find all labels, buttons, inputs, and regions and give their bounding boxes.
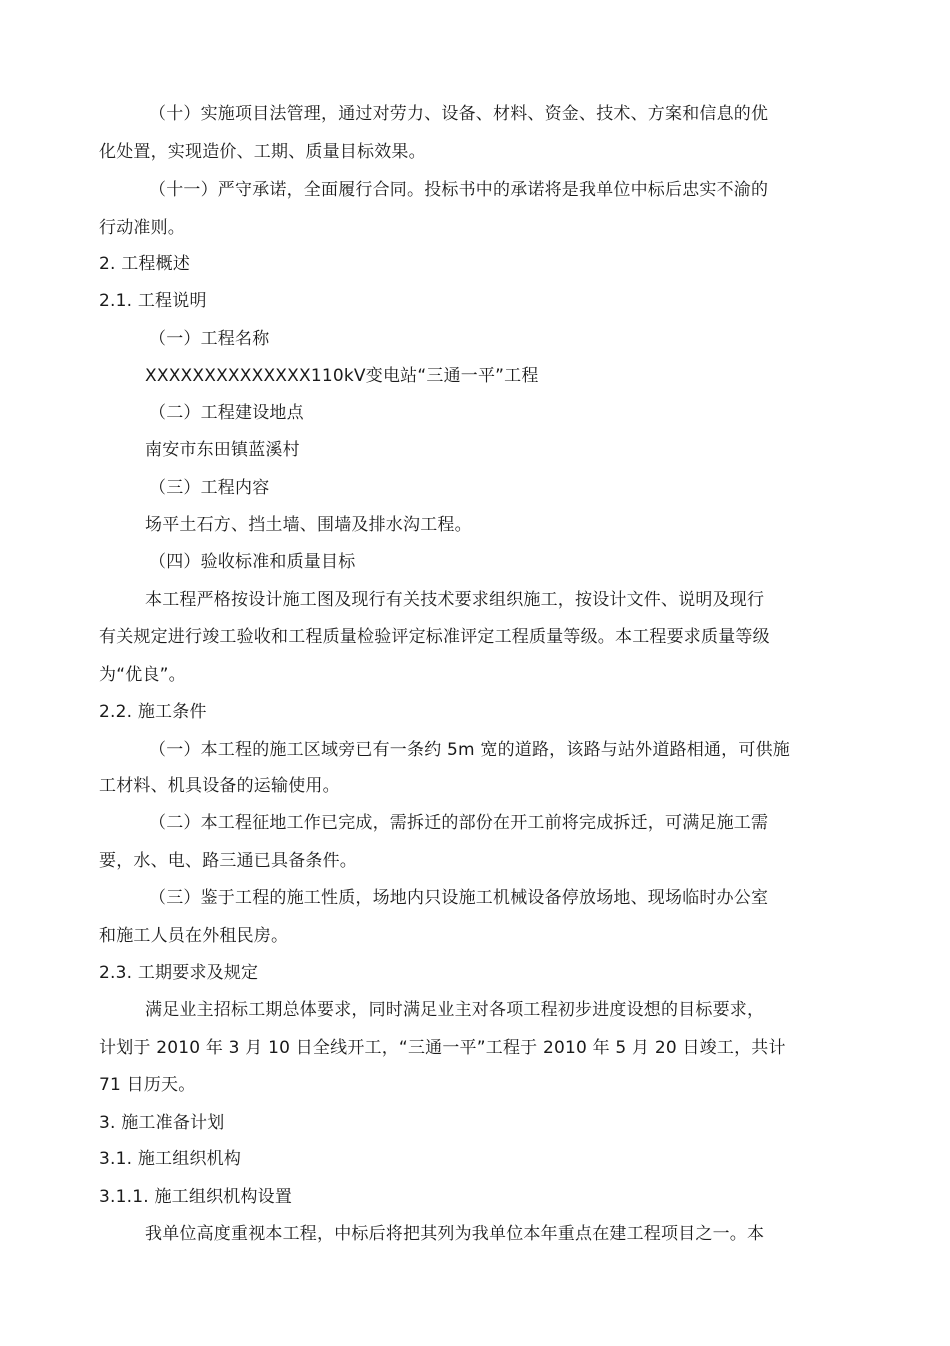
- paragraph-line: （三）鉴于工程的施工性质，场地内只设施工机械设备停放场地、现场临时办公室: [149, 888, 769, 908]
- subsubsection-heading: 3.1.1. 施工组织机构设置: [99, 1187, 293, 1207]
- paragraph-line: 71 日历天。: [99, 1075, 196, 1095]
- paragraph-line: （十）实施项目法管理，通过对劳力、设备、材料、资金、技术、方案和信息的优: [149, 104, 769, 124]
- paragraph-line: 为“优良”。: [99, 665, 186, 685]
- paragraph-line: （二）本工程征地工作已完成，需拆迁的部份在开工前将完成拆迁，可满足施工需: [149, 813, 769, 833]
- paragraph-line: 工材料、机具设备的运输使用。: [99, 776, 340, 796]
- paragraph-line: 化处置，实现造价、工期、质量目标效果。: [99, 142, 426, 162]
- paragraph-line: 我单位高度重视本工程，中标后将把其列为我单位本年重点在建工程项目之一。本: [145, 1224, 765, 1244]
- subsection-heading: 2.2. 施工条件: [99, 702, 207, 722]
- paragraph-line: （十一）严守承诺，全面履行合同。投标书中的承诺将是我单位中标后忠实不渝的: [149, 180, 769, 200]
- paragraph-line: 南安市东田镇蓝溪村: [145, 440, 300, 460]
- paragraph-line: 计划于 2010 年 3 月 10 日全线开工，“三通一平”工程于 2010 年 5 月 20 日竣工，共计: [99, 1038, 786, 1058]
- paragraph-line: 场平土石方、挡土墙、围墙及排水沟工程。: [145, 515, 472, 535]
- subsection-heading: 2.3. 工期要求及规定: [99, 963, 259, 983]
- subsection-heading: 2.1. 工程说明: [99, 291, 207, 311]
- paragraph-line: 满足业主招标工期总体要求，同时满足业主对各项工程初步进度设想的目标要求，: [145, 1000, 765, 1020]
- subsection-heading: 3.1. 施工组织机构: [99, 1149, 242, 1169]
- paragraph-line: 有关规定进行竣工验收和工程质量检验评定标准评定工程质量等级。本工程要求质量等级: [99, 627, 770, 647]
- item-heading: （一）工程名称: [149, 329, 270, 349]
- paragraph-line: 和施工人员在外租民房。: [99, 926, 289, 946]
- paragraph-line: （一）本工程的施工区域旁已有一条约 5m 宽的道路，该路与站外道路相通，可供施: [149, 740, 790, 760]
- item-heading: （三）工程内容: [149, 478, 270, 498]
- section-heading: 3. 施工准备计划: [99, 1113, 225, 1133]
- item-heading: （四）验收标准和质量目标: [149, 552, 356, 572]
- project-name: XXXXXXXXXXXXXX110kV变电站“三通一平”工程: [145, 366, 539, 386]
- section-heading: 2. 工程概述: [99, 254, 191, 274]
- paragraph-line: 要，水、电、路三通已具备条件。: [99, 851, 357, 871]
- paragraph-line: 行动准则。: [99, 218, 185, 238]
- item-heading: （二）工程建设地点: [149, 403, 304, 423]
- paragraph-line: 本工程严格按设计施工图及现行有关技术要求组织施工，按设计文件、说明及现行: [145, 590, 765, 610]
